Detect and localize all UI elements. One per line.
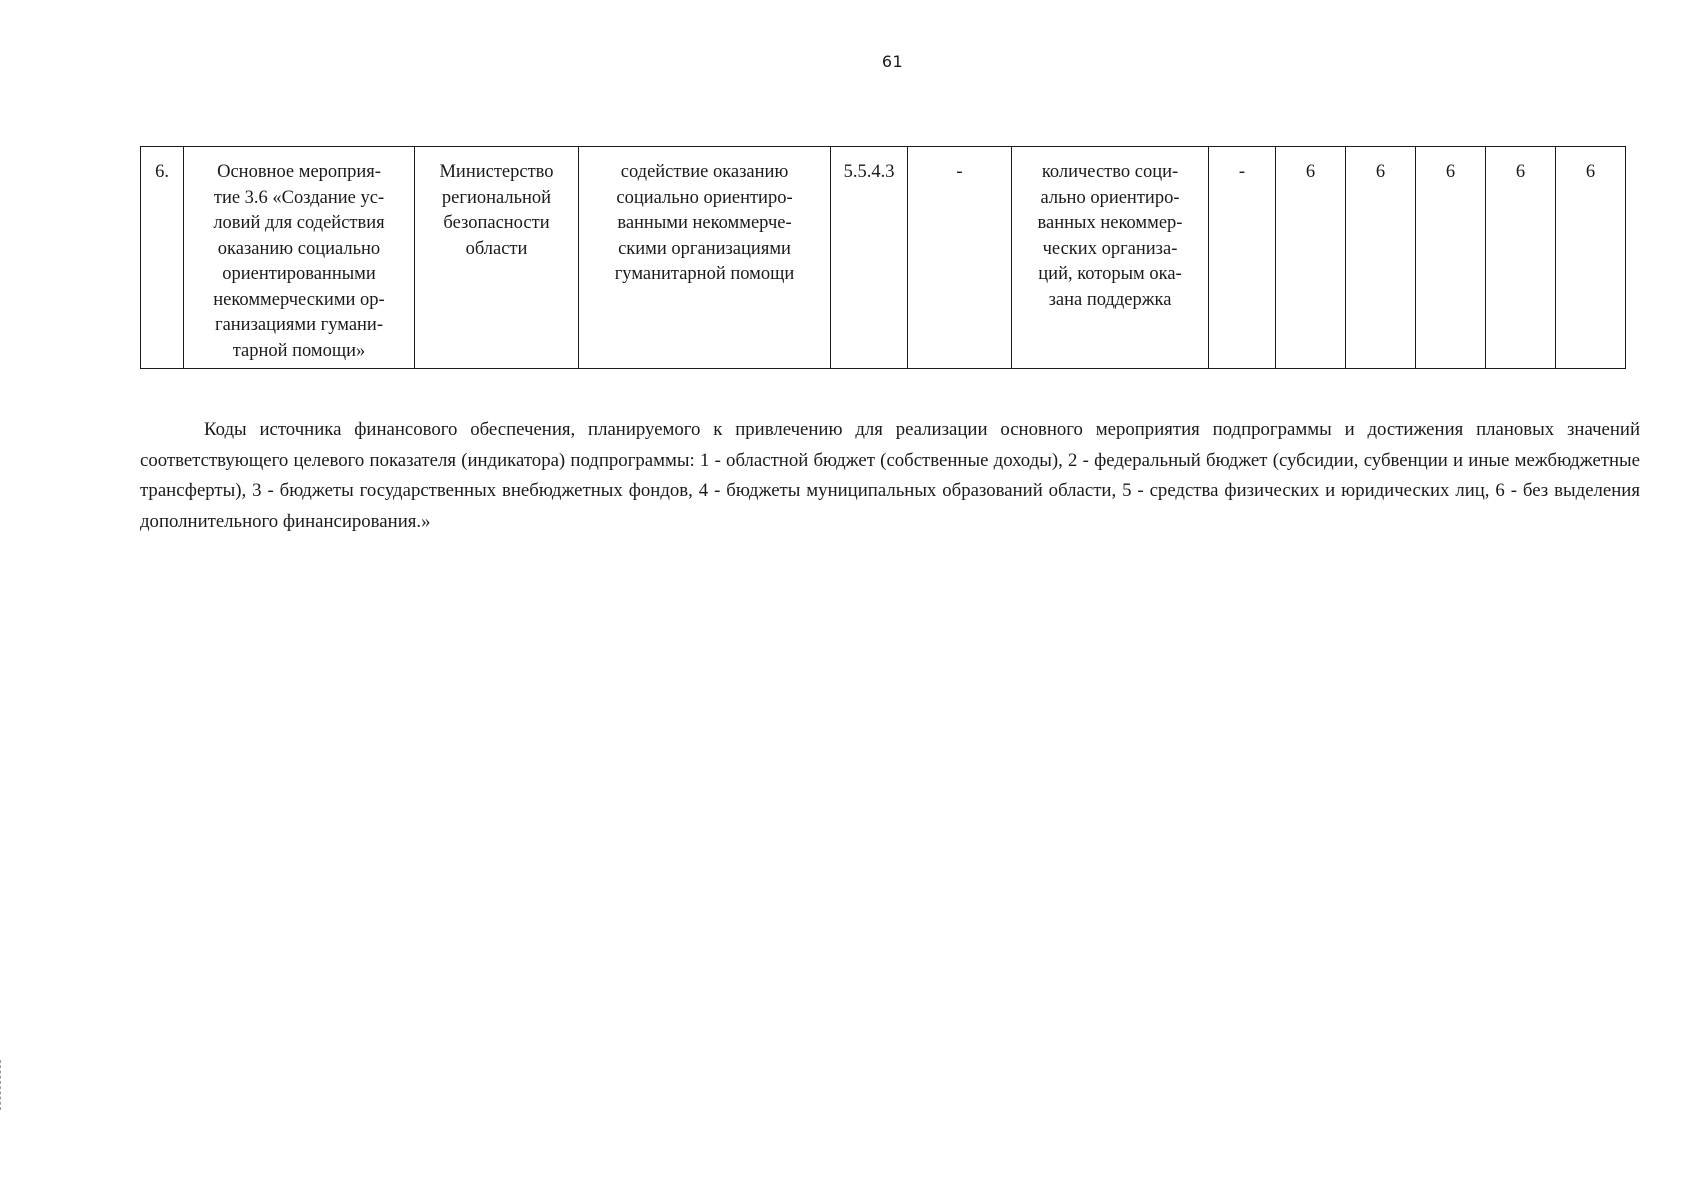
measure-name-cell — [184, 147, 415, 369]
direction-line: скими организациями — [618, 238, 791, 259]
funding-codes-footnote: Коды источника финансового обеспечения, планируемого к привлечению для реализации основного мероприятия подпрограммы и достижения плановых значений соответствующего целевого показателя (индикатора) подпрограммы: 1 - областной бюджет (собственные доходы), 2 - федеральный бюджет (субсидии, субвенции и иные межбюджетные трансферты), 3 - бюджеты государственных внебюджетных фондов, 4 - бюджеты муниципальных образований области, 5 - средства физических и юридических лиц, 6 - без выделения дополнительного финансирования.» — [140, 419, 1640, 532]
table-row — [141, 147, 1626, 369]
indicator-line: ций, которым ока- — [1038, 264, 1182, 284]
executor-line: Министерство — [439, 162, 554, 182]
measure-name-line: некоммерческими ор- — [213, 289, 385, 310]
code-cell: 5.5.4.3 — [831, 147, 908, 369]
direction-line: ванными некоммерче- — [617, 213, 792, 233]
executor-cell — [415, 147, 579, 369]
year-value-cell: 6 — [1556, 147, 1626, 369]
indicator-line: ально ориентиро- — [1040, 187, 1180, 208]
executor-line: области — [465, 238, 528, 259]
scan-edge-marks — [0, 1060, 7, 1110]
measure-name-line: ориентированными — [222, 264, 376, 284]
year-value-cell: 6 — [1276, 147, 1346, 369]
dash-cell: - — [908, 147, 1012, 369]
page-number: 61 — [881, 52, 904, 71]
measure-name-line: тие 3.6 «Создание ус- — [213, 187, 385, 208]
base-value-cell: - — [1209, 147, 1276, 369]
executor-line: региональной — [441, 187, 552, 208]
indicator-line: ванных некоммер- — [1037, 213, 1183, 233]
indicator-line: количество соци- — [1041, 162, 1179, 182]
year-value-cell: 6 — [1346, 147, 1416, 369]
executor-line: безопасности — [443, 213, 550, 233]
measure-name-line: ловий для содействия — [213, 213, 385, 233]
indicator-line: зана поддержка — [1048, 289, 1172, 310]
indicator-cell — [1012, 147, 1209, 369]
measure-name-line: оказанию социально — [217, 238, 381, 259]
year-value-cell: 6 — [1416, 147, 1486, 369]
measure-name-line: тарной помощи» — [232, 340, 366, 361]
measure-name-line: ганизациями гумани- — [214, 315, 383, 335]
year-value-cell: 6 — [1486, 147, 1556, 369]
direction-cell — [579, 147, 831, 369]
direction-line: социально ориентиро- — [616, 187, 793, 208]
measure-name-line: Основное мероприя- — [217, 162, 381, 182]
direction-line: гуманитарной помощи — [614, 264, 795, 284]
direction-line: содействие оказанию — [620, 162, 789, 182]
row-number-cell: 6. — [141, 147, 184, 369]
measures-table — [140, 146, 1626, 369]
indicator-line: ческих организа- — [1042, 238, 1178, 259]
